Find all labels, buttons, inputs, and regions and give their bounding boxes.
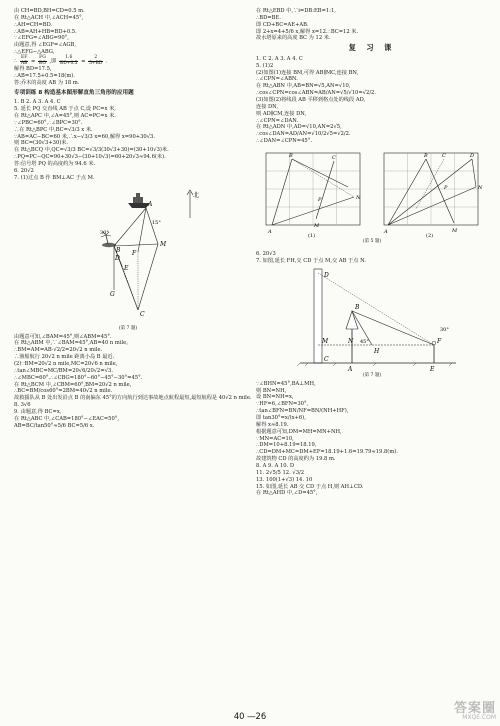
text-line: 在 Rt△ABC 中,∠CAB=180°−∠EAC=50°, <box>14 415 120 422</box>
text-line: ∴∠CPN=∠ABN. <box>256 76 298 83</box>
left-block-b <box>14 66 242 87</box>
text-line: (2)如图(1)连接 BM,可得 AB∥MC,连接 BN, <box>256 69 359 76</box>
fig5-sub2: (2) <box>426 232 434 239</box>
fraction-16-bd <box>59 56 78 66</box>
text-line: 即 CD+BC=AE+AB. <box>256 21 309 28</box>
text-line: 则 AD∥CM,连接 DN, <box>256 110 307 117</box>
text-line: 答:信号塔 PQ 的高度约为 94.6 米. <box>14 160 96 167</box>
text-line: ∴在 Rt△BPC 中,BC=√3/3 x 米. <box>14 126 93 133</box>
text-line: 13. 100(1+√3) 14. 10 <box>256 476 313 483</box>
frac-denominator: 5+BD <box>89 60 103 66</box>
text-line: ∴PQ=PC−QC=90+30√3−(30+10√3)=60+20√3≈94.6(米). <box>14 154 166 161</box>
fraction-2-bd <box>88 56 103 66</box>
label-C: C <box>324 355 329 363</box>
line-b-m <box>114 244 158 246</box>
figure-7-caption: (第 7 题) <box>118 325 138 331</box>
svg-text:C: C <box>442 152 446 159</box>
text-line: ∵∠BHN=45°,BA⊥MH, <box>256 380 316 387</box>
svg-text:D: D <box>470 152 475 159</box>
label-D: D <box>324 271 329 279</box>
figure-5-grids <box>256 147 488 239</box>
svg-text:A: A <box>268 228 272 235</box>
label-D: D <box>115 254 120 262</box>
text-line: 解得 x≈8.19. <box>256 421 289 428</box>
svg-text:B: B <box>289 152 293 159</box>
label-A: A <box>148 200 153 208</box>
review-title: 复 习 课 <box>348 43 396 53</box>
left-column <box>14 8 252 430</box>
text-line: 则 BN=NH, <box>256 387 287 394</box>
label-C: C <box>140 310 145 318</box>
text-line: 设 BN=NH=x, <box>256 394 294 401</box>
tree-icon <box>346 311 358 363</box>
proportion-line <box>14 56 242 66</box>
line-a-m <box>146 208 158 244</box>
figure-7-diagram <box>14 182 242 326</box>
left-block-c <box>14 99 242 181</box>
frac-numerator: EF <box>21 55 28 61</box>
figure-5-caption: (第 5 题) <box>362 238 382 244</box>
text-line: 在 Rt△BCM 中,∠CBM=60°,BM=20√2 n mile, <box>14 381 132 388</box>
text-line: 在 Rt△BCQ 中,QC=√3/3 BC=√3/3(30√3+30)=(30+10√3)米. <box>14 147 169 154</box>
prop-end: . <box>106 58 108 65</box>
text-line: 6. 20√3 <box>256 250 276 257</box>
text-line: ∵MN=AC=10, <box>256 435 294 442</box>
text-line: 在 Rt△EBD 中,∵i=DB:EB=1:1, <box>256 8 336 14</box>
text-line: 5. 延长 PQ 交直线 AB 于点 C,设 PC=x 米, <box>14 106 116 113</box>
figure-7-left <box>14 182 242 334</box>
left-block-d <box>14 333 252 430</box>
prop-prefix: ∴ <box>14 58 18 65</box>
text-line: ∴AB=17.5+0.5=18(m). <box>14 73 75 80</box>
text-line: 在 Rt△AHD 中,∠D=45°, <box>256 490 318 497</box>
left-block-a <box>14 8 242 56</box>
text-line: (3)如图(2)将线段 AB 平移到格点处的线段 AD, <box>256 96 366 103</box>
text-line: 由题意可知,∠BAM=45°,则∠ABM=45°. <box>14 333 112 340</box>
text-line: 7. 如图,延长 FH,交 CD 于点 M,交 AB 于点 N. <box>256 257 366 264</box>
text-line: 由 CH=BD,BH=CD=0.5 m. <box>14 8 85 14</box>
svg-text:M: M <box>314 222 320 229</box>
text-line: ∴tan∠BFN=BN/NF=BN/(NH+HF), <box>256 408 349 415</box>
text-line: 由题意,得 ∠EGF=∠AGB, <box>14 42 76 49</box>
text-line: ∵∠EFG=∠ABG=90°, <box>14 35 69 42</box>
text-line: ∴∠DAN=∠CPN=45°. <box>256 138 312 145</box>
text-line: ∴tan∠MBC=MC/BM=20√6/20√2=√3. <box>14 367 113 374</box>
svg-text:P: P <box>444 184 448 191</box>
line-d-f <box>318 273 434 345</box>
text-line: ∴cos∠DAN=AD/AN=√10/2√5=√2/2. <box>256 131 351 138</box>
text-line: ∴BC=BM/cos60°=2BM=40√2 n mile. <box>14 388 113 395</box>
text-line: ∴∠MBC=60°.∴∠CBG=180°−60°−45°−30°=45°. <box>14 374 143 381</box>
figure-7r-caption: (第 7 题) <box>362 372 382 378</box>
text-line: 故水塔原来的高度 BC 为 12 米. <box>256 35 331 42</box>
fraction-ef-ab <box>20 56 28 66</box>
label-E: E <box>430 365 435 373</box>
text-line: 即 2+x=4+5/6 x,解得 x=12.∴BC=12 米. <box>256 28 359 35</box>
label-B: B <box>116 246 121 254</box>
right-block-b <box>256 56 488 145</box>
text-line: 根据题意可知,DM=MH=MN+NH, <box>256 428 342 435</box>
fig5-sub1: (1) <box>308 232 316 239</box>
label-E: E <box>124 264 129 272</box>
text-line: ∴△EFG∽△ABG, <box>14 49 55 56</box>
label-N: N <box>348 337 354 345</box>
text-line: 7. (1)过点 B 作 BM⊥AC 于点 M. <box>14 174 95 181</box>
label-F: F <box>437 337 442 345</box>
text-line: 在 Rt△APC 中,∠A=45°,则 AC=PC=x 米. <box>14 112 116 119</box>
text-line: AB=BC/tan50°≈5/6 BC=5/6 x. <box>14 422 95 429</box>
text-line: ∴AB=AH+HB=BD+0.5. <box>14 28 77 35</box>
svg-text:P: P <box>318 196 322 203</box>
svg-text:C: C <box>332 154 336 161</box>
text-line: ∴AH=CH=BD. <box>14 21 53 28</box>
angle-15: 15° <box>152 219 161 226</box>
text-line: ∴DM=10+8.19=18.19, <box>256 442 317 449</box>
line-f-a <box>138 208 146 252</box>
line-m-c <box>138 244 158 310</box>
text-line: 6. 20√2 <box>14 167 34 174</box>
frac-denominator: AB <box>20 60 28 66</box>
text-line: ∵AB=AC−BC=60 米,∴x−√3/3 x=60,解得 x=90+30√3. <box>14 133 155 140</box>
prop-eq2: = <box>81 58 86 65</box>
text-line: ∴∠CPN=∠DAN. <box>256 117 299 124</box>
figure-7r-diagram <box>256 265 488 373</box>
text-line: 1. B 2. A 3. A 4. C <box>14 99 61 106</box>
right-column <box>256 8 488 497</box>
svg-text:N: N <box>478 184 483 191</box>
text-line: ∴CD=DM+MC=DM+EF=18.19+1.6=19.79≈19.8(m). <box>256 449 398 456</box>
text-line: 解得 BD=17.5, <box>14 66 52 73</box>
right-block-a <box>256 8 488 42</box>
text-line: ∵∠PBC=60°,∴∠BPC=30°. <box>14 119 83 126</box>
line-a-b <box>114 208 146 246</box>
prop-ie: ,即 <box>49 58 57 65</box>
watermark-main: 答案圈 <box>453 701 496 716</box>
text-line: (2)∵BM=20√2 n mile,MC=20√6 n mile, <box>14 360 118 367</box>
text-line: ∴cos∠CPN=cos∠ABN=AB/AN=√5/√10=√2/2. <box>256 90 377 97</box>
frac-numerator: 1.6 <box>59 56 78 62</box>
label-A: A <box>348 365 353 373</box>
svg-text:M: M <box>452 227 458 234</box>
text-line: 答:乔木的高度 AB 为 18 m. <box>14 79 80 86</box>
text-line: 1. C 2. A 3. A 4. C <box>256 55 303 62</box>
page-number: 40 —26 <box>233 711 267 721</box>
prop-eq: = <box>31 58 36 65</box>
svg-text:B: B <box>424 152 428 159</box>
text-line: 在 Rt△ACH 中,∠ACH=45°, <box>14 14 84 21</box>
frac-numerator: 2 <box>88 56 103 62</box>
text-line: ∴BD=BE. <box>256 14 281 21</box>
text-line: ∵HF=6,∠BFN=30°, <box>256 401 309 408</box>
text-line: 则 BC=(30√3+30)米. <box>14 140 69 147</box>
frac-denominator: BG <box>39 60 46 66</box>
grid-1 <box>266 153 361 235</box>
svg-text:N: N <box>356 194 361 201</box>
label-H: H <box>374 347 380 355</box>
figure-7-right <box>256 265 488 381</box>
angle-30: 30° <box>440 326 449 333</box>
text-line: 在 Rt△ABM 中,∵∠BAM=45°,AB=40 n mile, <box>14 340 128 347</box>
watermark-logo <box>434 702 496 724</box>
fraction-fg-bg <box>38 56 47 66</box>
angle-30: 30° <box>100 229 109 236</box>
frac-numerator: FG <box>39 55 46 61</box>
building-cd <box>314 269 322 363</box>
text-line: 9. 由题意,得 BC=x, <box>14 408 62 415</box>
label-F: F <box>132 249 137 257</box>
text-line: ∴渔船航行 20√2 n mile 距离小岛 B 最近. <box>14 354 115 361</box>
right-block-d <box>256 381 488 498</box>
text-line: 在 Rt△ADN 中,AD=√10,AN=2√5, <box>256 124 342 131</box>
text-line: 在 Rt△ABN 中,AB=BN=√5,AN=√10, <box>256 83 351 90</box>
label-G: G <box>110 290 115 298</box>
svg-text:A: A <box>384 228 388 235</box>
text-line: 11. 2√5/5 12. √3/2 <box>256 469 305 476</box>
label-M: M <box>160 240 167 248</box>
right-block-c <box>256 251 488 265</box>
text-line: 连接 DN, <box>256 103 279 110</box>
text-line: 故救援队从 B 处出发沿点 B 的南偏东 45°的方向航行到达事故地点航程最短,最短航程是 40√2 n mile. <box>14 395 252 402</box>
north-label: 北 <box>193 191 200 199</box>
text-line: 8. A 9. A 10. D <box>256 463 295 469</box>
frac-denominator: BD+0.5 <box>60 60 78 66</box>
section-title: 专项训练 8 构造基本图形解直角三角形的应用题 <box>14 89 134 96</box>
label-M: M <box>322 337 329 345</box>
text-line: 故建筑物 CD 的高度约为 19.8 m. <box>256 456 336 463</box>
label-B: B <box>355 303 360 311</box>
ship-icon <box>128 193 150 208</box>
text-line: 8. 3√6 <box>14 402 31 409</box>
angle-45: 45° <box>360 338 369 345</box>
text-line: ∴BM=AM=AB·√2/2=20√2 n mile. <box>14 347 103 354</box>
text-line: 即 tan30°=x/(x+6), <box>256 414 306 421</box>
grid-2 <box>383 153 483 235</box>
watermark-sub: MXQE.COM <box>462 714 496 721</box>
observer-icon <box>432 341 436 363</box>
text-line: 15. 如图,延长 AB 交 CD 于点 H,则 AH⊥CD. <box>256 483 364 490</box>
figure-5 <box>256 147 488 251</box>
text-line: 5. (1)2 <box>256 62 274 69</box>
